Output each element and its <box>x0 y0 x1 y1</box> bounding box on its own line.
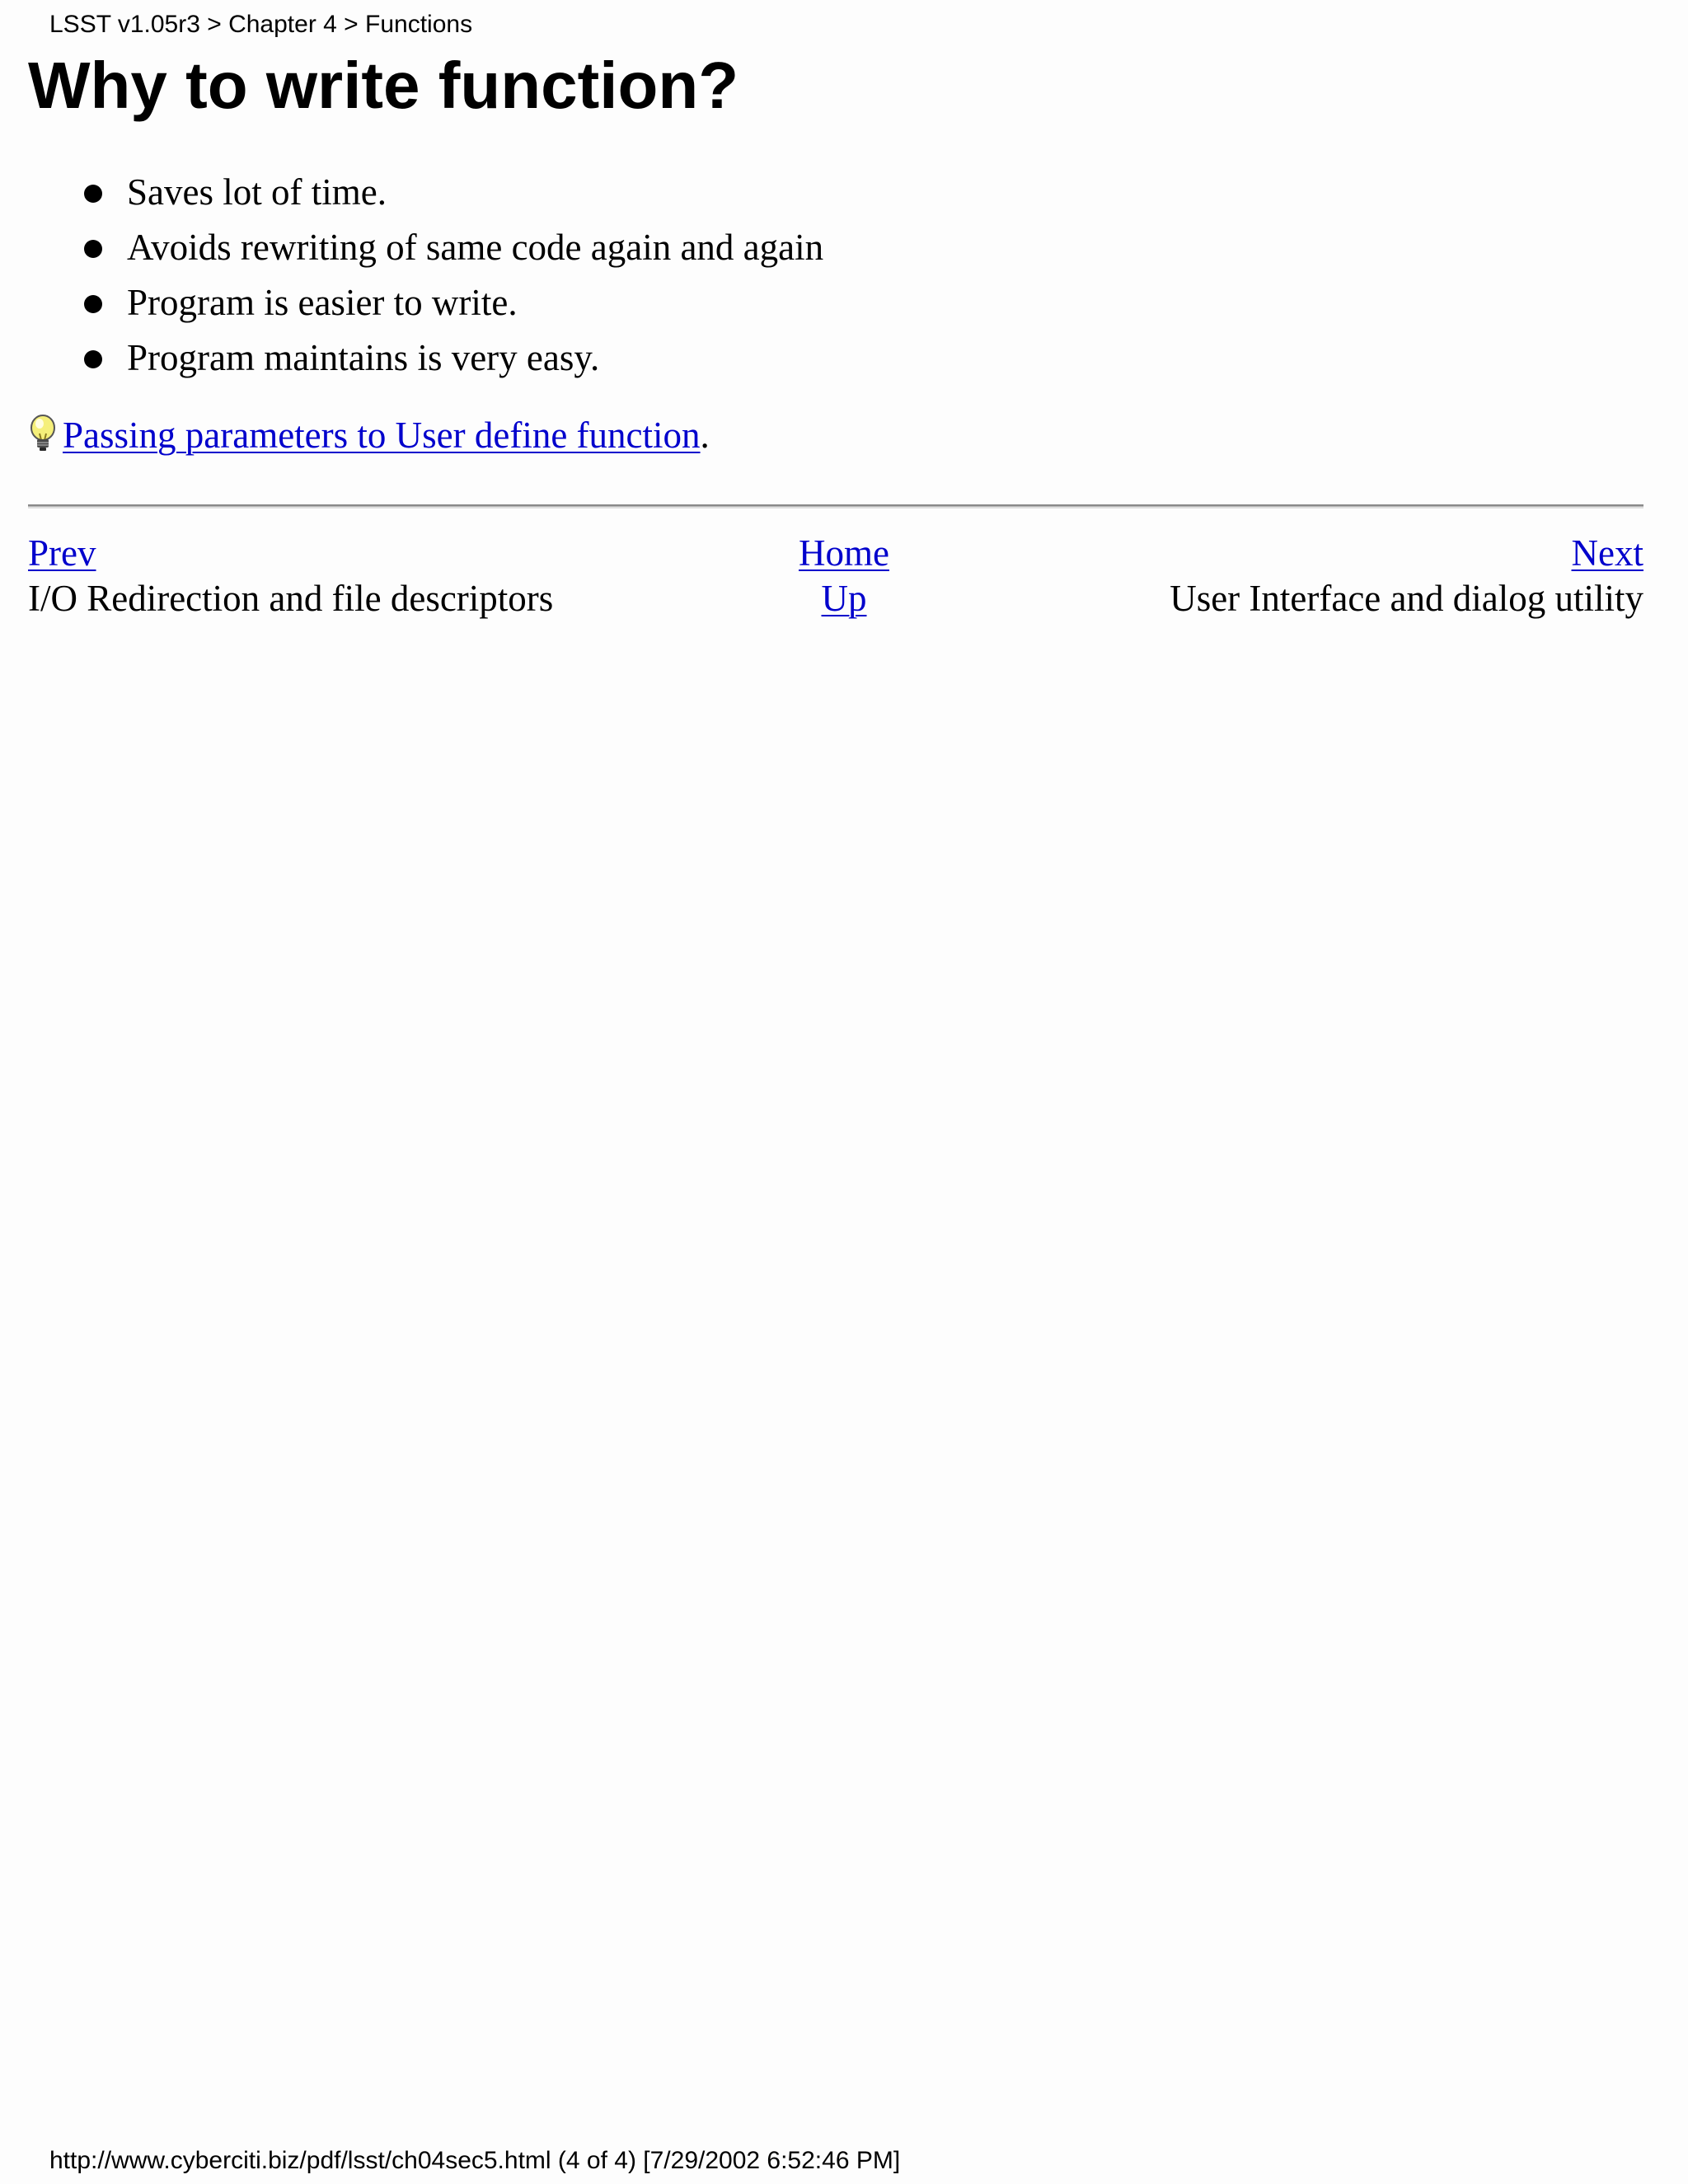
list-item <box>82 275 823 330</box>
lightbulb-icon <box>26 414 59 453</box>
home-link[interactable]: Home <box>799 532 889 574</box>
bullet-icon <box>84 350 102 368</box>
footer-url: http://www.cyberciti.biz/pdf/lsst/ch04sec5.html (4 of 4) [7/29/2002 6:52:46 PM] <box>49 2147 901 2174</box>
next-link[interactable]: Next <box>1571 532 1643 574</box>
nav-center <box>762 531 926 621</box>
related-topic <box>26 412 710 458</box>
list-item <box>82 165 823 220</box>
list-item-text: Program maintains is very easy. <box>127 337 600 378</box>
up-link[interactable]: Up <box>821 578 867 619</box>
next-caption: User Interface and dialog utility <box>1170 578 1643 619</box>
list-item <box>82 220 823 275</box>
list-item <box>82 330 823 386</box>
breadcrumb: LSST v1.05r3 > Chapter 4 > Functions <box>49 11 473 38</box>
bullet-icon <box>84 185 102 203</box>
prev-caption: I/O Redirection and file descriptors <box>28 578 554 619</box>
nav-next <box>1170 531 1643 621</box>
page-title: Why to write function? <box>28 49 739 122</box>
divider <box>28 504 1643 509</box>
prev-link[interactable]: Prev <box>28 532 96 574</box>
list-item-text: Avoids rewriting of same code again and again <box>127 227 824 268</box>
nav-prev <box>28 531 553 621</box>
passing-parameters-link[interactable]: Passing parameters to User define function <box>63 415 701 456</box>
list-item-text: Program is easier to write. <box>127 282 518 323</box>
bullet-icon <box>84 295 102 313</box>
bullet-list <box>82 165 823 386</box>
list-item-text: Saves lot of time. <box>127 171 387 213</box>
related-suffix: . <box>700 415 710 456</box>
bullet-icon <box>84 240 102 258</box>
